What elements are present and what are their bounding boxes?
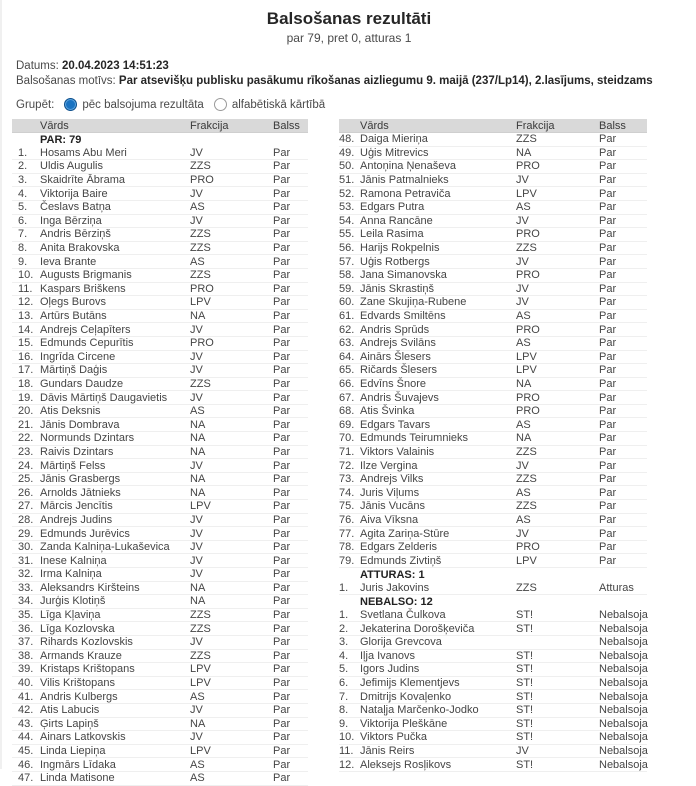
table-row: 43. Ģirts Lapiņš NA Par	[12, 718, 308, 732]
rows-right	[339, 133, 647, 772]
table-row: 7. Andris Bērziņš ZZS Par	[12, 228, 308, 242]
table-row: 10. Augusts Brigmanis ZZS Par	[12, 269, 308, 283]
table-row: 11. Jānis Reirs JV Nebalsoja	[339, 745, 648, 758]
table-row: 29. Edmunds Jurēvics JV Par	[12, 527, 308, 541]
table-row: 37. Rihards Kozlovskis JV Par	[12, 636, 308, 650]
table-row: 71. Viktors Valainis ZZS Par	[339, 446, 647, 460]
table-row: 72. Ilze Vergina JV Par	[339, 459, 647, 473]
table-row: 70. Edmunds Teirumnieks NA Par	[339, 432, 647, 446]
radio-button-icon[interactable]	[214, 98, 227, 111]
table-row: 78. Edgars Zelderis PRO Par	[339, 541, 647, 555]
table-row: 49. Uģis Mitrevics NA Par	[339, 147, 647, 161]
table-row: 2. Jekaterina Dorošķeviča ST! Nebalsoja	[339, 622, 648, 635]
table-row: 39. Kristaps Krištopans LPV Par	[12, 663, 308, 677]
table-row: 60. Zane Skujiņa-Rubene JV Par	[339, 296, 647, 310]
radio-button-icon[interactable]	[64, 98, 77, 111]
table-row: 10. Viktors Pučka ST! Nebalsoja	[339, 731, 648, 744]
table-row: 27. Mārcis Jencītis LPV Par	[12, 500, 308, 514]
table-row: 44. Ainars Latkovskis JV Par	[12, 731, 308, 745]
table-row: 65. Ričards Šlesers LPV Par	[339, 364, 647, 378]
table-row: 38. Armands Krauze ZZS Par	[12, 650, 308, 664]
section-header-row: NEBALSO: 12	[360, 595, 433, 608]
date-label: Datums:	[16, 60, 59, 72]
table-row: 25. Jānis Grasbergs NA Par	[12, 473, 308, 487]
table-row: 33. Aleksandrs Kiršteins NA Par	[12, 582, 308, 596]
motive-label: Balsošanas motīvs:	[16, 75, 116, 87]
table-row: 75. Jānis Vucāns ZZS Par	[339, 500, 647, 514]
table-row: 9. Viktorija Pleškāne ST! Nebalsoja	[339, 717, 648, 730]
table-row: 7. Dmitrijs Kovaļenko ST! Nebalsoja	[339, 690, 648, 703]
table-header-row	[339, 119, 647, 133]
table-row: 12. Oļegs Burovs LPV Par	[12, 296, 308, 310]
table-row: 4. Iļja Ivanovs ST! Nebalsoja	[339, 649, 648, 662]
page-title: Balsošanas rezultāti	[266, 9, 432, 28]
table-row: 1. Svetlana Čulkova ST! Nebalsoja	[339, 609, 648, 622]
radio-label-alphabetical[interactable]: alfabētiskā kārtībā	[231, 98, 326, 111]
table-row: 57. Uģis Rotbergs JV Par	[339, 255, 647, 269]
table-row: 55. Leila Rasima PRO Par	[339, 228, 647, 242]
table-row: 68. Atis Švinka PRO Par	[339, 405, 647, 419]
table-row: 1. Hosams Abu Meri JV Par	[12, 147, 308, 161]
table-row: 48. Daiga Mieriņa ZZS Par	[339, 133, 647, 147]
section-header-row: PAR: 79	[40, 133, 82, 146]
table-row: 5. Česlavs Batņa AS Par	[12, 201, 308, 215]
table-row: 12. Aleksejs Rosļikovs ST! Nebalsoja	[339, 758, 648, 771]
table-row: 19. Dāvis Mārtiņš Daugavietis JV Par	[12, 391, 308, 405]
date-value: 20.04.2023 14:51:23	[62, 60, 169, 72]
motive-line	[16, 74, 696, 89]
table-row: 47. Linda Matisone AS Par	[12, 772, 308, 786]
table-row: 53. Edgars Putra AS Par	[339, 201, 647, 215]
table-row: 32. Irma Kalniņa JV Par	[12, 568, 308, 582]
column-header-fraction: Frakcija	[516, 119, 555, 132]
table-row: 51. Jānis Patmalnieks JV Par	[339, 174, 647, 188]
radio-label-by-result[interactable]: pēc balsojuma rezultāta	[82, 98, 204, 111]
table-row: 13. Artūrs Butāns NA Par	[12, 310, 308, 324]
table-row: 74. Juris Viļums AS Par	[339, 486, 647, 500]
date-line	[16, 59, 696, 74]
table-row: 40. Vilis Krištopans LPV Par	[12, 677, 308, 691]
radio-option-by-result[interactable]	[64, 98, 203, 111]
grouping-label: Grupēt:	[16, 98, 55, 111]
results-table-left	[12, 119, 308, 786]
table-row: 22. Normunds Dzintars NA Par	[12, 432, 308, 446]
table-row: 18. Gundars Daudze ZZS Par	[12, 378, 308, 392]
table-row: 26. Arnolds Jātnieks NA Par	[12, 486, 308, 500]
table-row: 58. Jana Simanovska PRO Par	[339, 269, 647, 283]
column-header-name: Vārds	[40, 119, 69, 132]
table-row: 20. Atis Deksnis AS Par	[12, 405, 308, 419]
column-header-vote: Balss	[599, 119, 626, 132]
rows-left	[12, 133, 308, 786]
table-row: 11. Kaspars Briškens PRO Par	[12, 283, 308, 297]
table-row: 1. Juris Jakovins ZZS Atturas	[339, 582, 647, 596]
table-row: 41. Andris Kulbergs AS Par	[12, 690, 308, 704]
table-row: 34. Jurģis Klotiņš NA Par	[12, 595, 308, 609]
table-row: 8. Anita Brakovska ZZS Par	[12, 242, 308, 256]
table-row: 36. Līga Kozlovska ZZS Par	[12, 622, 308, 636]
results-table-right	[339, 119, 647, 786]
table-row: 76. Aiva Vīksna AS Par	[339, 514, 647, 528]
table-row: 15. Edmunds Cepurītis PRO Par	[12, 337, 308, 351]
table-row: 63. Andrejs Svilāns AS Par	[339, 337, 647, 351]
table-row: 61. Edvards Smiltēns AS Par	[339, 310, 647, 324]
table-row: 4. Viktorija Baire JV Par	[12, 187, 308, 201]
table-row: 54. Anna Rancāne JV Par	[339, 215, 647, 229]
grouping-controls	[16, 98, 696, 111]
table-row: 8. Nataļja Marčenko-Jodko ST! Nebalsoja	[339, 704, 648, 717]
table-row: 64. Ainārs Šlesers LPV Par	[339, 351, 647, 365]
table-row: 17. Mārtiņš Daģis JV Par	[12, 364, 308, 378]
table-row: 30. Zanda Kalniņa-Lukaševica JV Par	[12, 541, 308, 555]
table-header-row	[12, 119, 308, 133]
table-row: 6. Inga Bērziņa JV Par	[12, 215, 308, 229]
table-row: 5. Igors Judins ST! Nebalsoja	[339, 663, 648, 676]
table-row: 3. Skaidrīte Ābrama PRO Par	[12, 174, 308, 188]
table-row: 45. Linda Liepiņa LPV Par	[12, 745, 308, 759]
table-row: 66. Edvīns Šnore NA Par	[339, 378, 647, 392]
results-tables	[12, 119, 696, 786]
motive-value: Par atsevišķu publisku pasākumu rīkošanas aizliegumu 9. maijā (237/Lp14), 2.lasījums, steidzams	[118, 75, 653, 87]
column-header-vote: Balss	[273, 119, 300, 132]
radio-option-alphabetical[interactable]	[214, 98, 325, 111]
table-row: 21. Jānis Dombrava NA Par	[12, 418, 308, 432]
table-row: 9. Ieva Brante AS Par	[12, 255, 308, 269]
table-row: 35. Līga Kļaviņa ZZS Par	[12, 609, 308, 623]
column-header-name: Vārds	[360, 119, 389, 132]
table-row: 62. Andris Sprūds PRO Par	[339, 323, 647, 337]
table-row: 2. Uldis Augulis ZZS Par	[12, 160, 308, 174]
table-row: 16. Ingrīda Circene JV Par	[12, 351, 308, 365]
table-row: 46. Ingmārs Līdaka AS Par	[12, 758, 308, 772]
table-row: 31. Inese Kalniņa JV Par	[12, 554, 308, 568]
table-row: 42. Atis Labucis JV Par	[12, 704, 308, 718]
table-row: 14. Andrejs Ceļapīters JV Par	[12, 323, 308, 337]
table-row: 56. Harijs Rokpelnis ZZS Par	[339, 242, 647, 256]
section-header-row: ATTURAS: 1	[360, 568, 425, 581]
table-row: 67. Andris Šuvajevs PRO Par	[339, 391, 647, 405]
table-row: 3. Glorija Grevcova Nebalsoja	[339, 636, 648, 649]
table-row: 28. Andrejs Judins JV Par	[12, 514, 308, 528]
table-row: 6. Jefimijs Klementjevs ST! Nebalsoja	[339, 677, 648, 690]
vote-summary: par 79, pret 0, atturas 1	[286, 31, 412, 45]
table-row: 24. Mārtiņš Felss JV Par	[12, 459, 308, 473]
metadata-block	[16, 59, 696, 89]
table-row: 52. Ramona Petraviča LPV Par	[339, 187, 647, 201]
table-row: 59. Jānis Skrastiņš JV Par	[339, 283, 647, 297]
table-row: 79. Edmunds Zivtiņš LPV Par	[339, 554, 647, 568]
table-row: 77. Agita Zariņa-Stūre JV Par	[339, 527, 647, 541]
table-row: 23. Raivis Dzintars NA Par	[12, 446, 308, 460]
table-row: 69. Edgars Tavars AS Par	[339, 418, 647, 432]
column-header-fraction: Frakcija	[190, 119, 229, 132]
table-row: 50. Antoņina Ņenaševa PRO Par	[339, 160, 647, 174]
table-row: 73. Andrejs Vilks ZZS Par	[339, 473, 647, 487]
